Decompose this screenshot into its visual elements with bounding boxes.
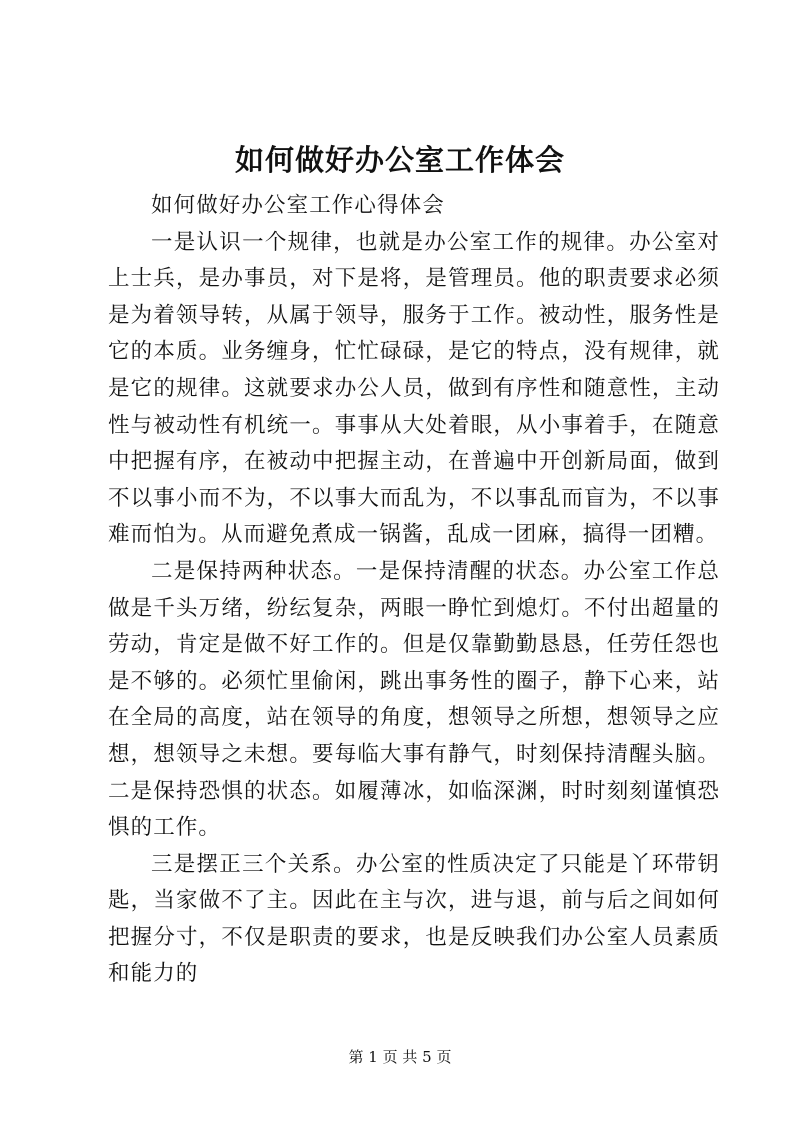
document-title: 如何做好办公室工作体会 (234, 143, 565, 177)
paragraph-three: 三是摆正三个关系。办公室的性质决定了只能是丫环带钥匙，当家做不了主。因此在主与次，进与退，前与后之间如何把握分寸，不仅是职责的要求，也是反映我们办公室人员素质和能力的 (108, 851, 720, 987)
page-footer: 第 1 页 共 5 页 (348, 1048, 452, 1066)
document-body (108, 188, 720, 993)
paragraph-one: 一是认识一个规律，也就是办公室工作的规律。办公室对上士兵，是办事员，对下是将，是管理员。他的职责要求必须是为着领导转，从属于领导，服务于工作。被动性，服务性是它的本质。业务缠身，忙忙碌碌，是它的特点，没有规律，就是它的规律。这就要求办公人员，做到有序性和随意性，主动性与被动性有机统一。事事从大处着眼，从小事着手，在随意中把握有序，在被动中把握主动，在普遍中开创新局面，做到不以事小而不为，不以事大而乱为，不以事乱而盲为，不以事难而怕为。从而避免煮成一锅酱，乱成一团麻，搞得一团糟。 (108, 229, 720, 548)
paragraph-two: 二是保持两种状态。一是保持清醒的状态。办公室工作总做是千头万绪，纷纭复杂，两眼一睁忙到熄灯。不付出超量的劳动，肯定是做不好工作的。但是仅靠勤勤恳恳，任劳任怨也是不够的。必须忙里偷闲，跳出事务性的圈子，静下心来，站在全局的高度，站在领导的角度，想领导之所想，想领导之应想，想领导之未想。要每临大事有静气，时刻保持清醒头脑。二是保持恐惧的状态。如履薄冰，如临深渊，时时刻刻谨慎恐惧的工作。 (108, 558, 720, 841)
subtitle-paragraph: 如何做好办公室工作心得体会 (151, 193, 445, 218)
